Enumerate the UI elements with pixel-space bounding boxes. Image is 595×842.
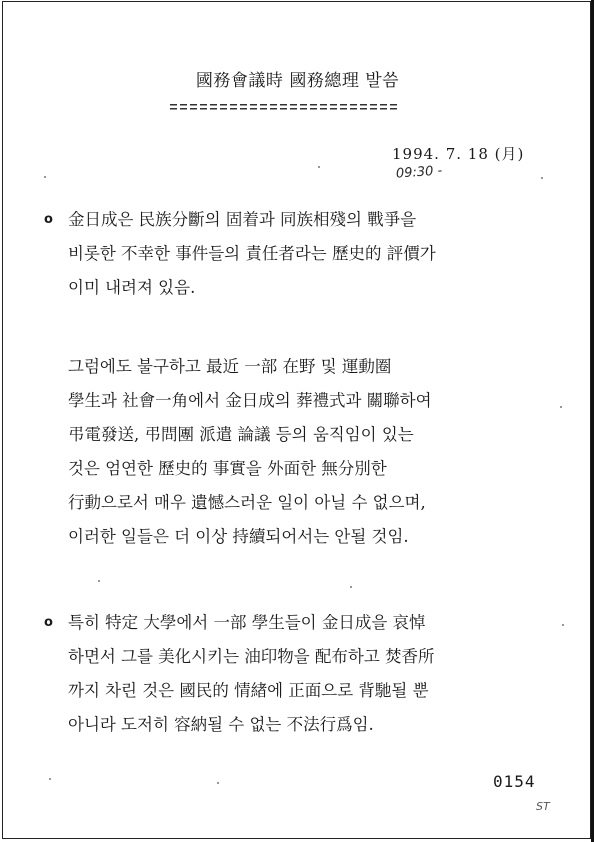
- paragraph-3: [68, 606, 538, 742]
- page-number: 0154: [493, 772, 536, 791]
- handwritten-time: 09:30 -: [395, 163, 443, 182]
- scan-speck: [560, 406, 562, 408]
- paragraph-3-line-1: 특히 特定 大學에서 一部 學生들이 金日成을 哀悼: [68, 613, 426, 632]
- paragraph-2-line-5: 行動으로서 매우 遺憾스러운 일이 아닐 수 없으며,: [68, 493, 426, 512]
- paragraph-1-line-2: 비롯한 不幸한 事件들의 責任者라는 歷史的 評價가: [68, 244, 436, 263]
- scan-speck: [318, 166, 320, 168]
- paragraph-2-line-4: 것은 엄연한 歷史的 事實을 外面한 無分別한: [68, 459, 387, 478]
- paragraph-1-bullet: o: [44, 212, 53, 227]
- scan-speck: [49, 778, 51, 780]
- paragraph-1-line-3: 이미 내려져 있음.: [68, 278, 196, 297]
- scan-speck: [562, 624, 564, 626]
- document-title: 國務會議時 國務總理 발씀: [195, 71, 400, 91]
- paragraph-3-line-2: 하면서 그를 美化시키는 油印物을 配布하고 焚香所: [68, 647, 435, 666]
- scan-edge: [591, 0, 594, 842]
- scan-speck: [98, 580, 100, 582]
- paragraph-2-line-2: 學生과 社會一角에서 金日成의 葬禮式과 關聯하여: [68, 391, 432, 410]
- paragraph-2-line-3: 弔電發送, 弔問團 派遣 論議 등의 움직임이 있는: [68, 425, 414, 444]
- paragraph-1: [68, 203, 538, 305]
- paragraph-2-line-1: 그럼에도 불구하고 最近 一部 在野 및 運動圈: [68, 357, 392, 376]
- paragraph-2: [68, 350, 538, 554]
- scan-speck: [217, 782, 219, 784]
- paragraph-2-line-6: 이러한 일들은 더 이상 持續되어서는 안될 것임.: [68, 527, 409, 546]
- paragraph-3-line-3: 까지 차린 것은 國民的 情緖에 正面으로 背馳될 뿐: [68, 681, 429, 700]
- scan-speck: [541, 177, 543, 179]
- paragraph-3-line-4: 아니라 도저히 容納될 수 없는 不法行爲임.: [68, 715, 374, 734]
- paragraph-1-line-1: 金日成은 民族分斷의 固着과 同族相殘의 戰爭을: [68, 210, 417, 229]
- title-double-rule: [170, 104, 400, 110]
- paragraph-3-bullet: o: [44, 615, 53, 630]
- scan-speck: [44, 176, 46, 178]
- document-date: 1994. 7. 18 (月): [392, 145, 525, 163]
- scan-speck: [350, 586, 352, 588]
- scan-mark: ST: [536, 800, 550, 813]
